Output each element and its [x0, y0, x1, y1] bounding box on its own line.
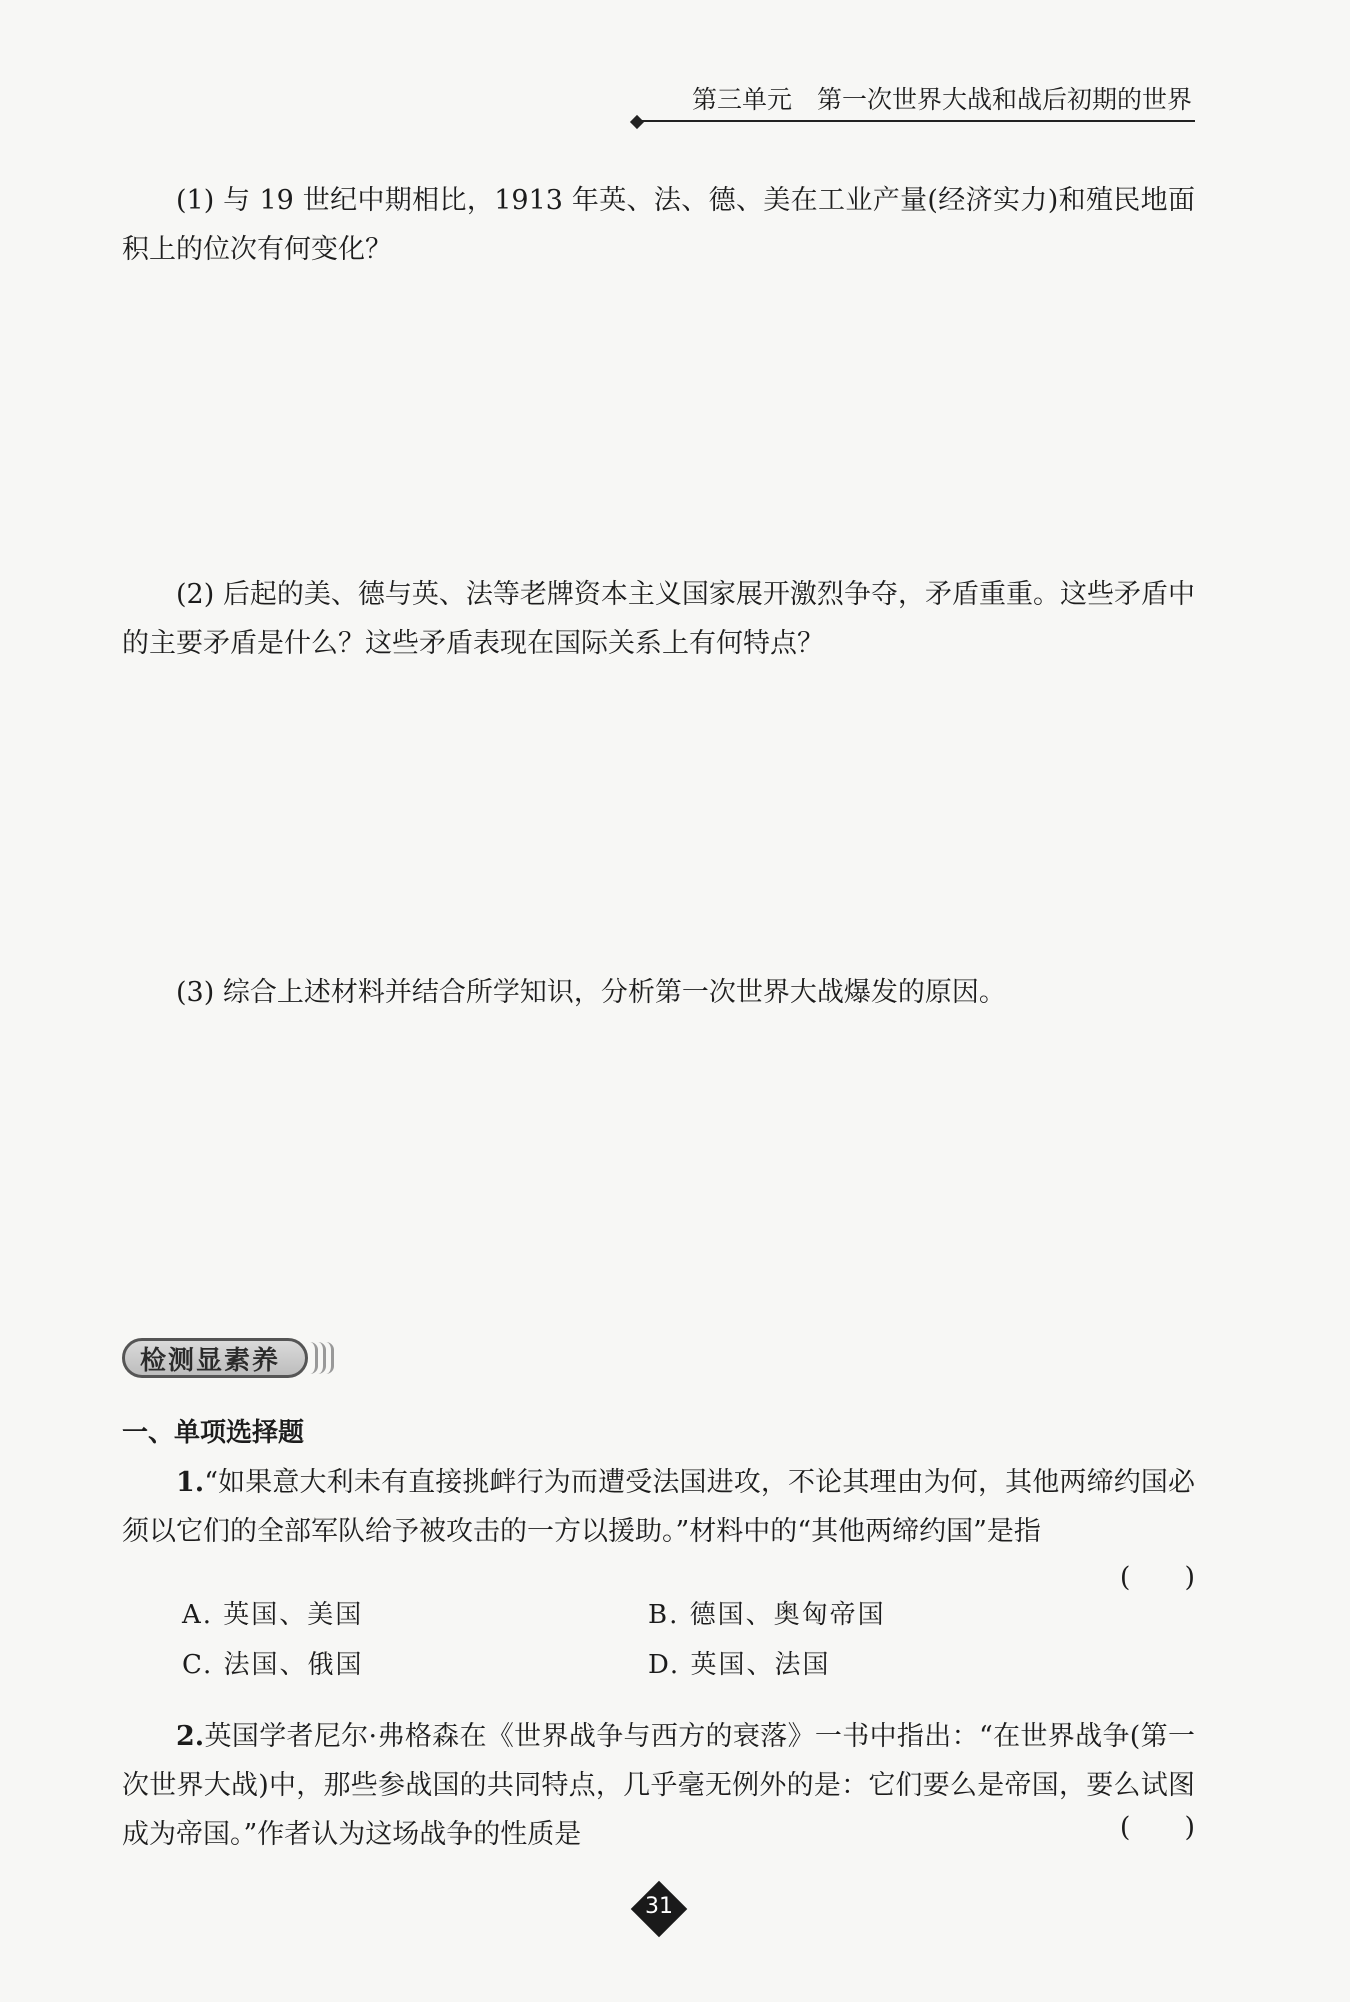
mcq-1-option-c: C. 法国、俄国	[182, 1650, 364, 1680]
mcq-1-text: “如果意大利未有直接挑衅行为而遭受法国进攻，不论其理由为何，其他两缔约国必须以它们的全部军队给予被攻击的一方以援助。”材料中的“其他两缔约国”是指	[122, 1467, 1195, 1547]
mcq-1-option-b: B. 德国、奥匈帝国	[648, 1600, 886, 1630]
banner-stripe-icon	[326, 1342, 334, 1374]
banner-stripe-icon	[318, 1342, 326, 1374]
page-number	[633, 1883, 685, 1935]
mcq-1	[122, 1458, 1195, 1556]
question-1: (1) 与 19 世纪中期相比，1913 年英、法、德、美在工业产量(经济实力)和殖民地面积上的位次有何变化？	[122, 185, 1195, 265]
mcq-2	[122, 1712, 1195, 1859]
section-title: 一、单项选择题	[122, 1418, 305, 1448]
mcq-2-text: 英国学者尼尔·弗格森在《世界战争与西方的衰落》一书中指出：“在世界战争(第一次世界大战)中，那些参战国的共同特点，几乎毫无例外的是：它们要么是帝国，要么试图成为帝国。”作者认为这场战争的性质是	[122, 1721, 1195, 1850]
mcq-2-number: 2.	[176, 1721, 205, 1752]
mcq-1-option-d: D. 英国、法国	[648, 1650, 831, 1680]
page-number-label: 31	[645, 1894, 673, 1919]
question-2: (2) 后起的美、德与英、法等老牌资本主义国家展开激烈争夺，矛盾重重。这些矛盾中的主要矛盾是什么？这些矛盾表现在国际关系上有何特点？	[122, 579, 1195, 659]
banner-stripe-icon	[310, 1342, 318, 1374]
running-header	[640, 80, 1195, 122]
mcq-1-option-a: A. 英国、美国	[182, 1600, 364, 1630]
section-banner	[122, 1338, 342, 1382]
mcq-1-number: 1.	[176, 1467, 205, 1498]
banner-label: 检测显素养	[140, 1346, 281, 1376]
unit-title: 第三单元 第一次世界大战和战后初期的世界	[692, 85, 1193, 114]
mcq-2-answer-blank: ( )	[1119, 1812, 1195, 1843]
question-3: (3) 综合上述材料并结合所学知识，分析第一次世界大战爆发的原因。	[176, 977, 1006, 1008]
diamond-bullet-icon	[630, 115, 644, 129]
mcq-1-answer-blank: ( )	[1119, 1562, 1195, 1593]
